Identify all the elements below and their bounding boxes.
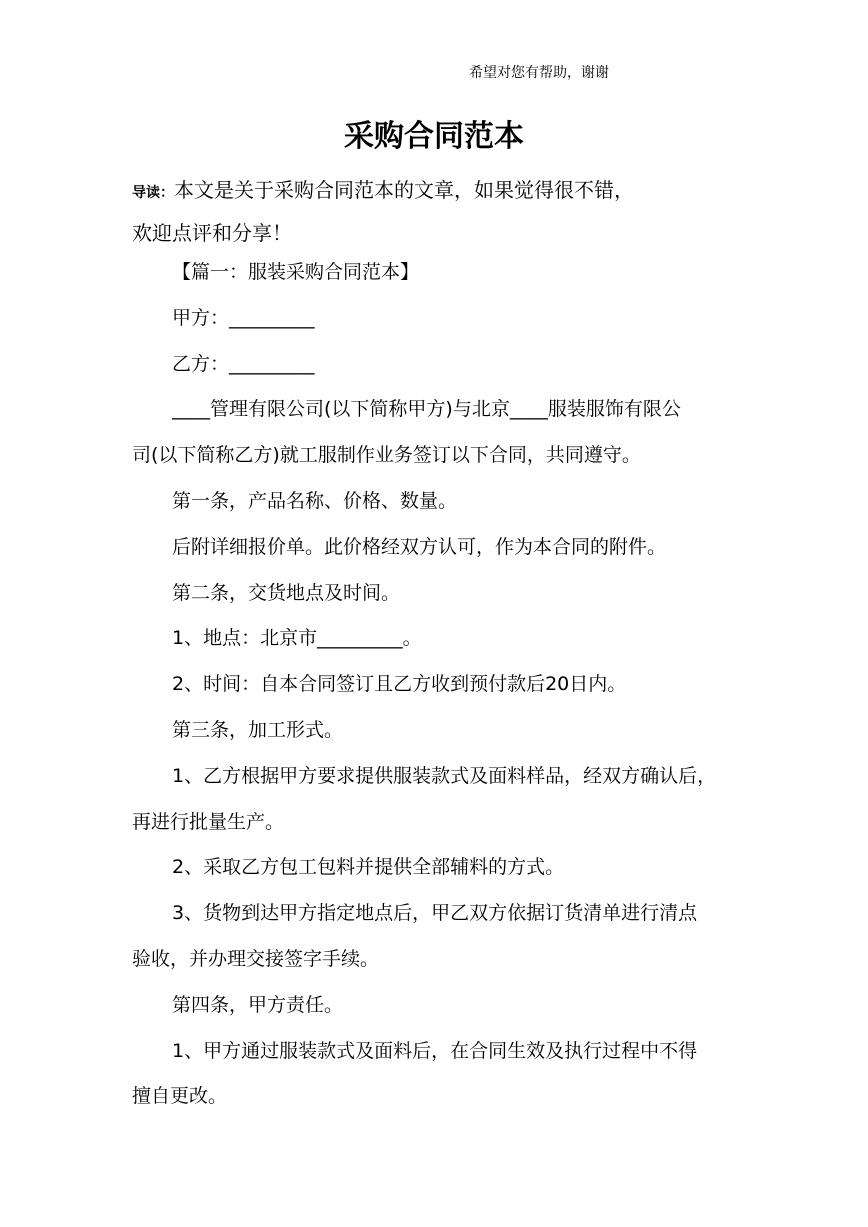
paragraph-line: 2、时间：自本合同签订且乙方收到预付款后20日内。 bbox=[172, 673, 627, 696]
article-heading: 第三条，加工形式。 bbox=[172, 718, 344, 741]
article-heading: 第二条，交货地点及时间。 bbox=[172, 581, 401, 604]
paragraph-line: 再进行批量生产。 bbox=[132, 810, 285, 833]
article-heading: 第一条，产品名称、价格、数量。 bbox=[172, 489, 458, 512]
paragraph-line: 司(以下简称乙方)就工服制作业务签订以下合同，共同遵守。 bbox=[132, 444, 641, 467]
intro-text-line-2: 欢迎点评和分享！ bbox=[132, 221, 292, 245]
paragraph-line: 1、甲方通过服装款式及面料后，在合同生效及执行过程中不得 bbox=[172, 1039, 698, 1062]
header-note: 希望对您有帮助，谢谢 bbox=[469, 65, 609, 81]
party-b-line: 乙方：_________ bbox=[172, 352, 315, 375]
article-heading: 第四条，甲方责任。 bbox=[172, 993, 344, 1016]
paragraph-line: 后附详细报价单。此价格经双方认可，作为本合同的附件。 bbox=[172, 535, 667, 558]
section-heading: 【篇一：服装采购合同范本】 bbox=[172, 261, 420, 283]
intro-paragraph bbox=[132, 170, 742, 253]
document-title: 采购合同范本 bbox=[344, 119, 524, 154]
intro-label: 导读： bbox=[132, 185, 174, 201]
paragraph-line: 3、货物到达甲方指定地点后，甲乙双方依据订货清单进行清点 bbox=[172, 902, 698, 925]
intro-text-line-1: 本文是关于采购合同范本的文章，如果觉得很不错， bbox=[174, 178, 634, 202]
paragraph-line: 2、采取乙方包工包料并提供全部辅料的方式。 bbox=[172, 856, 565, 879]
paragraph-line: ____管理有限公司(以下简称甲方)与北京____服装服饰有限公 bbox=[172, 398, 681, 421]
paragraph-line: 1、乙方根据甲方要求提供服装款式及面料样品，经双方确认后， bbox=[172, 764, 717, 787]
paragraph-line: 擅自更改。 bbox=[132, 1085, 228, 1108]
paragraph-line: 1、地点：北京市_________。 bbox=[172, 627, 422, 650]
party-a-line: 甲方：_________ bbox=[172, 306, 315, 329]
contract-body bbox=[132, 250, 762, 1120]
paragraph-line: 验收，并办理交接签字手续。 bbox=[132, 947, 380, 970]
